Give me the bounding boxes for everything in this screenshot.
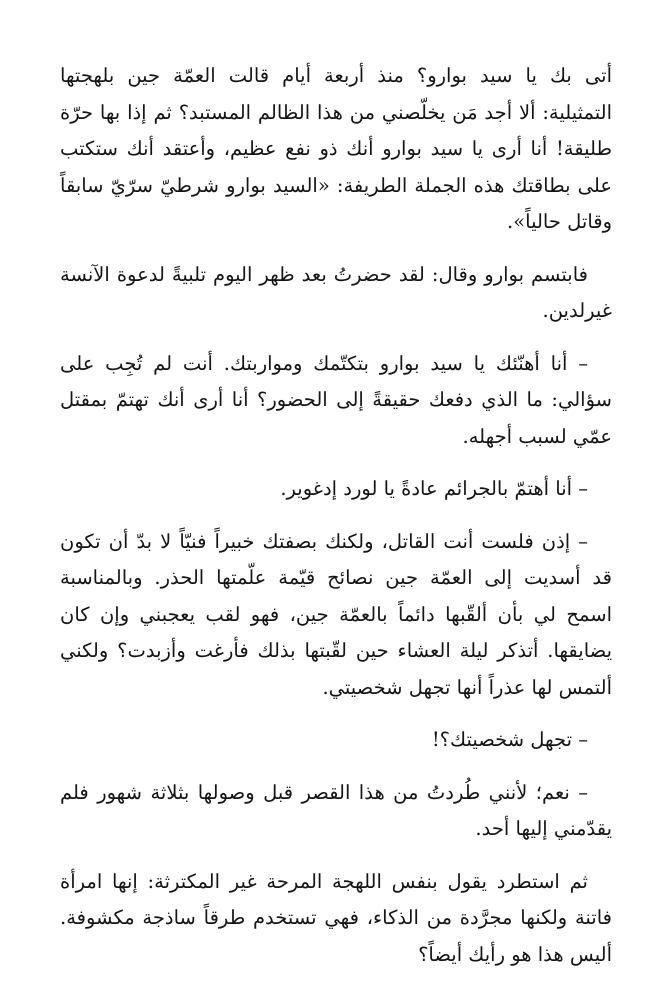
paragraph: – أنا أهنّئك يا سيد بوارو بتكتّمك ومواربتك. أنت لم تُجِب على سؤالي: ما الذي دفعك حقيقةً إلى الحضور؟ أنا أرى أنك تهتمّ بمقتل عمّي لسبب أجهله. (60, 351, 612, 448)
paragraph: – تجهل شخصيتك؟! (431, 728, 588, 751)
paragraph: أتى بك يا سيد بوارو؟ منذ أربعة أيام قالت العمّة جين بلهجتها التمثيلية: ألا أجد مَن يخلّصني من هذا الظالم المستبد؟ ثم إذا بها حرّة طليقة! أنا أرى يا سيد بوارو أنك ذو نفع عظيم، وأعتقد أنك ستكتب على بطاقتك هذه الجملة الطريفة: «السيد بوارو شرطيّ سرّيّ سابقاً وقاتل حالياً». (60, 64, 612, 233)
paragraph: – أنا أهتمّ بالجرائم عادةً يا لورد إدغوير. (280, 477, 588, 500)
paragraph: – إذن فلست أنت القاتل، ولكنك بصفتك خبيراً فنيّاً لا بدّ أن تكون قد أسديت إلى العمّة جين نصائح قيّمة علّمتها الحذر. وبالمناسبة اسمح لي بأن ألقّبها دائماً بالعمّة جين، فهو لقب يعجبني وإن كان يضايقها. أتذكر ليلة العشاء حين لقّبتها بذلك فأرغت وأزبدت؟ ولكني ألتمس لها عذراً أنها تجهل شخصيتي. (60, 529, 612, 699)
paragraph: فابتسم بوارو وقال: لقد حضرتُ بعد ظهر اليوم تلبيةً لدعوة الآنسة غيرلدين. (60, 262, 612, 322)
book-page (60, 58, 612, 989)
paragraph: ثم استطرد يقول بنفس اللهجة المرحة غير المكترثة: إنها امرأة فاتنة ولكنها مجرَّدة من الذكاء، فهي تستخدم طرقاً ساذجة مكشوفة. أليس هذا هو رأيك أيضاً؟ (60, 869, 612, 966)
paragraph: – نعم؛ لأنني طُردتُ من هذا القصر قبل وصولها بثلاثة شهور فلم يقدّمني إليها أحد. (60, 780, 612, 840)
